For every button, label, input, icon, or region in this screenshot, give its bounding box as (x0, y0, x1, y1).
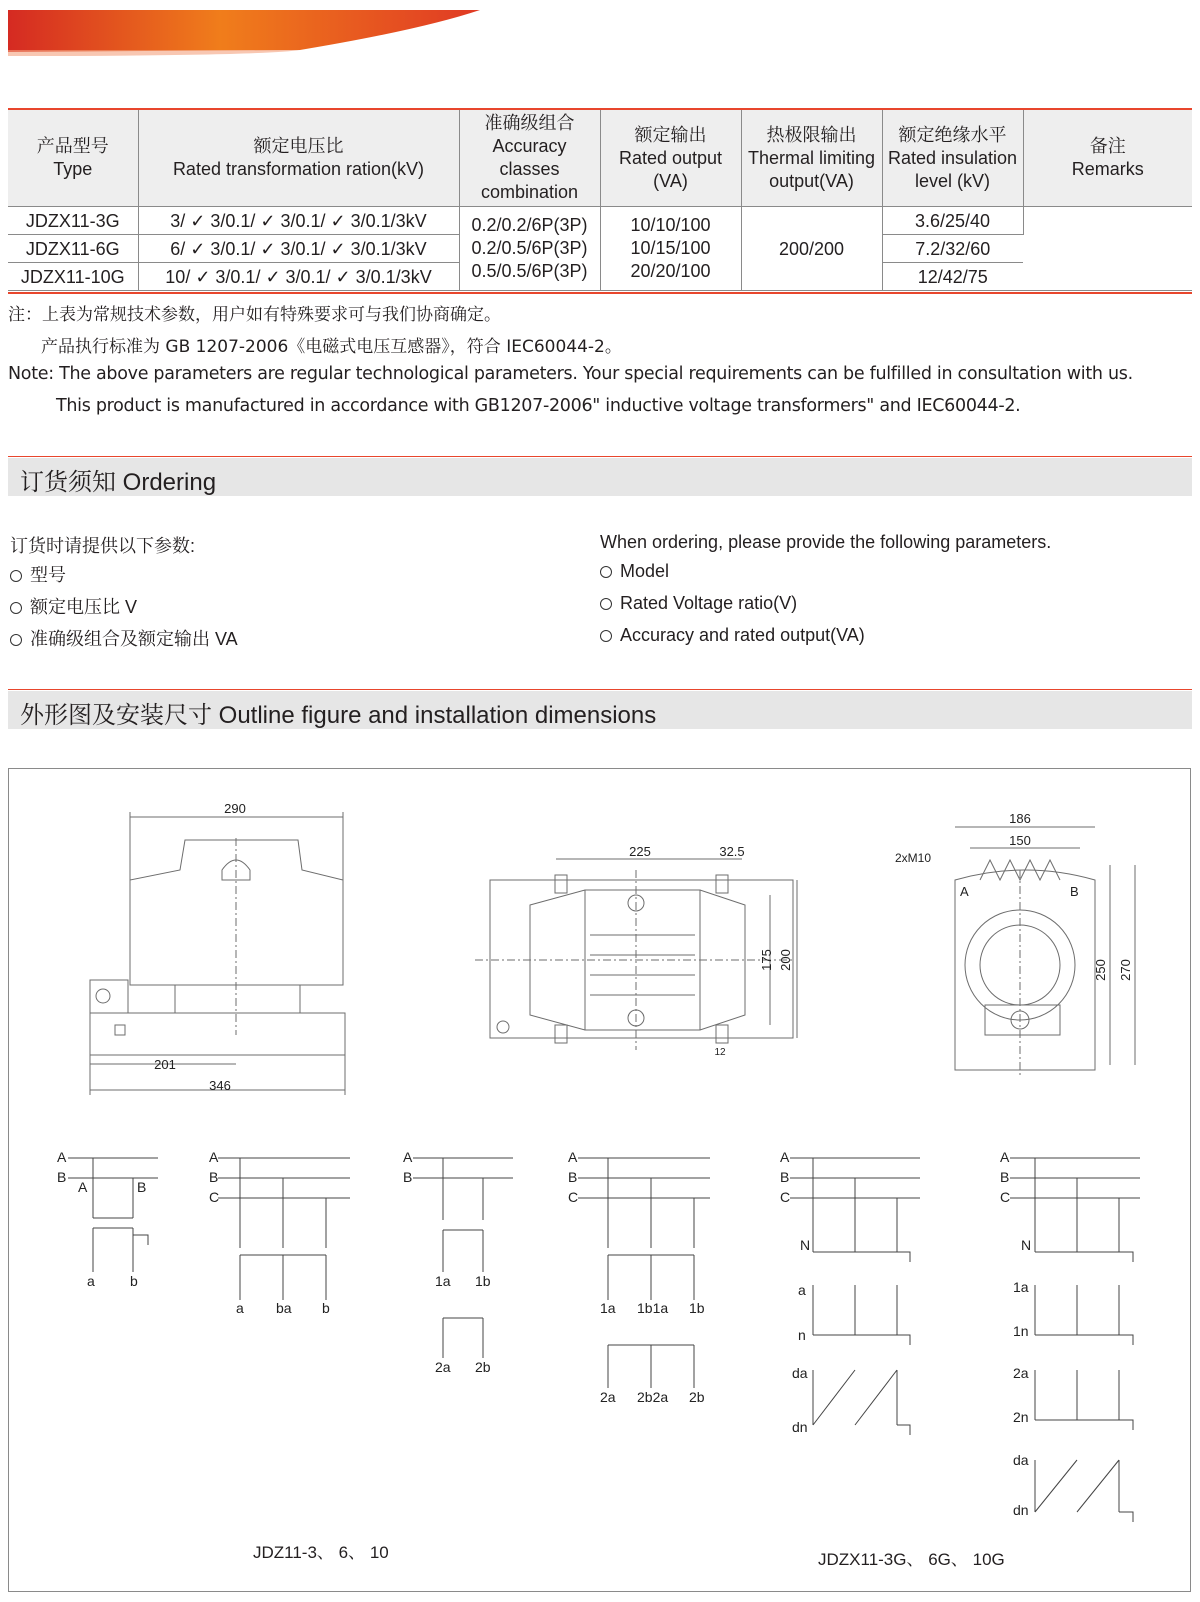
wire-label: a (236, 1300, 244, 1316)
wire-label: 1a (435, 1273, 451, 1289)
wiring-diagram-1 (68, 1158, 158, 1272)
wire-label: 2a (1013, 1365, 1029, 1381)
col-header-remarks: 备注 Remarks (1023, 110, 1192, 207)
outline-title: 外形图及安装尺寸 Outline figure and installation dimensions (20, 702, 657, 729)
wire-label: A (78, 1179, 88, 1195)
wire-label: 1n (1013, 1323, 1029, 1339)
wire-label: 1b1a (637, 1300, 669, 1316)
wire-label: 1a (1013, 1279, 1029, 1295)
label-b: B (1070, 884, 1079, 899)
label-a: A (960, 884, 969, 899)
wire-label: 2n (1013, 1409, 1029, 1425)
wire-label: B (780, 1169, 790, 1185)
wire-label: 2b2a (637, 1389, 669, 1405)
wire-label: B (209, 1169, 219, 1185)
dim-346: 346 (209, 1078, 231, 1093)
wire-label: N (1021, 1237, 1032, 1253)
cell-output: 10/10/100 10/15/100 20/20/100 (600, 207, 741, 291)
dim-225: 225 (629, 844, 651, 859)
wire-label: C (568, 1189, 579, 1205)
dim-186: 186 (1009, 811, 1031, 826)
wire-label: B (1000, 1169, 1010, 1185)
wire-label: da (792, 1365, 808, 1381)
note-en-1: Note: The above parameters are regular technological parameters. Your special requirements can be fulfilled in consultation with us. (8, 364, 1133, 384)
wire-label: b (130, 1273, 138, 1289)
cell-insulation: 3.6/25/40 (882, 207, 1023, 235)
wire-label: ba (276, 1300, 292, 1316)
wiring-caption-left: JDZ11-3、 6、 10 (253, 1543, 389, 1562)
wire-label: a (87, 1273, 95, 1289)
wire-label: A (57, 1149, 67, 1165)
cell-ratio: 3/ ✓ 3/0.1/ ✓ 3/0.1/ ✓ 3/0.1/3kV (138, 207, 459, 235)
cell-insulation: 12/42/75 (882, 263, 1023, 291)
wire-label: dn (792, 1419, 808, 1435)
cell-accuracy: 0.2/0.2/6P(3P) 0.2/0.5/6P(3P) 0.5/0.5/6P(3P) (459, 207, 600, 291)
wire-label: a (798, 1282, 806, 1298)
ordering-cn-item: 型号 (10, 561, 66, 587)
dim-201: 201 (154, 1057, 176, 1072)
wiring-diagram-6 (1010, 1158, 1140, 1522)
ordering-en-item: Accuracy and rated output(VA) (600, 625, 865, 646)
wire-label: B (403, 1169, 413, 1185)
ordering-cn-item: 额定电压比 V (10, 593, 137, 619)
wire-label: A (780, 1149, 790, 1165)
wire-label: da (1013, 1452, 1029, 1468)
dim-270: 270 (1118, 959, 1133, 981)
cell-type: JDZX11-3G (8, 207, 138, 235)
wire-label: 2a (600, 1389, 616, 1405)
cell-insulation: 7.2/32/60 (882, 235, 1023, 263)
wire-label: 2b (689, 1389, 705, 1405)
wire-label: A (403, 1149, 413, 1165)
wire-label: 1a (600, 1300, 616, 1316)
ordering-title: 订货须知 Ordering (20, 469, 217, 496)
cell-ratio: 10/ ✓ 3/0.1/ ✓ 3/0.1/ ✓ 3/0.1/3kV (138, 263, 459, 291)
ordering-cn-intro: 订货时请提供以下参数: (10, 536, 195, 556)
wire-label: 1b (475, 1273, 491, 1289)
wire-label: C (1000, 1189, 1011, 1205)
cell-thermal: 200/200 (741, 207, 882, 291)
wire-label: A (568, 1149, 578, 1165)
note-en-2: This product is manufactured in accordance with GB1207-2006" inductive voltage transformers" and IEC60044-2. (56, 396, 1021, 416)
col-header-thermal: 热极限输出 Thermal limiting output(VA) (741, 110, 882, 207)
dim-200: 200 (778, 949, 793, 971)
note-cn-1: 注：上表为常规技术参数，用户如有特殊要求可与我们协商确定。 (8, 305, 501, 325)
cell-type: JDZX11-6G (8, 235, 138, 263)
col-header-output: 额定输出 Rated output (VA) (600, 110, 741, 207)
wire-label: A (1000, 1149, 1010, 1165)
wiring-diagram-3 (413, 1158, 513, 1358)
wire-label: B (57, 1169, 67, 1185)
dim-32-5: 32.5 (719, 844, 745, 859)
wire-label: B (137, 1179, 147, 1195)
wire-label: b (322, 1300, 330, 1316)
dim-2xm10: 2xM10 (895, 851, 932, 865)
col-header-ratio: 额定电压比 Rated transformation ration(kV) (138, 110, 459, 207)
dim-290: 290 (224, 801, 246, 816)
wire-label: B (568, 1169, 578, 1185)
cell-type: JDZX11-10G (8, 263, 138, 291)
ordering-en-item: Model (600, 561, 669, 582)
wiring-diagram-5 (790, 1158, 920, 1435)
cell-ratio: 6/ ✓ 3/0.1/ ✓ 3/0.1/ ✓ 3/0.1/3kV (138, 235, 459, 263)
ordering-cn-item: 准确级组合及额定输出 VA (10, 625, 238, 651)
wire-label: 2b (475, 1359, 491, 1375)
dim-250: 250 (1093, 959, 1108, 981)
dim-12: 12 (714, 1047, 726, 1058)
wire-label: N (800, 1237, 811, 1253)
dim-175: 175 (759, 949, 774, 971)
col-header-insulation: 额定绝缘水平 Rated insulation level (kV) (882, 110, 1023, 207)
wire-label: n (798, 1327, 806, 1343)
wiring-caption-right: JDZX11-3G、 6G、 10G (818, 1550, 1005, 1569)
note-cn-2: 产品执行标准为 GB 1207-2006《电磁式电压互感器》，符合 IEC60044-2。 (41, 337, 622, 357)
wire-label: C (780, 1189, 791, 1205)
wiring-diagram-4 (578, 1158, 710, 1388)
wire-label: 1b (689, 1300, 705, 1316)
col-header-accuracy: 准确级组合 Accuracy classes combination (459, 110, 600, 207)
wire-label: C (209, 1189, 220, 1205)
ordering-en-intro: When ordering, please provide the following parameters. (600, 532, 1052, 552)
col-header-type: 产品型号 Type (8, 110, 138, 207)
ordering-en-item: Rated Voltage ratio(V) (600, 593, 797, 614)
wire-label: A (209, 1149, 219, 1165)
wiring-diagram-2 (218, 1158, 350, 1300)
dim-150: 150 (1009, 833, 1031, 848)
wire-label: dn (1013, 1502, 1029, 1518)
wire-label: 2a (435, 1359, 451, 1375)
